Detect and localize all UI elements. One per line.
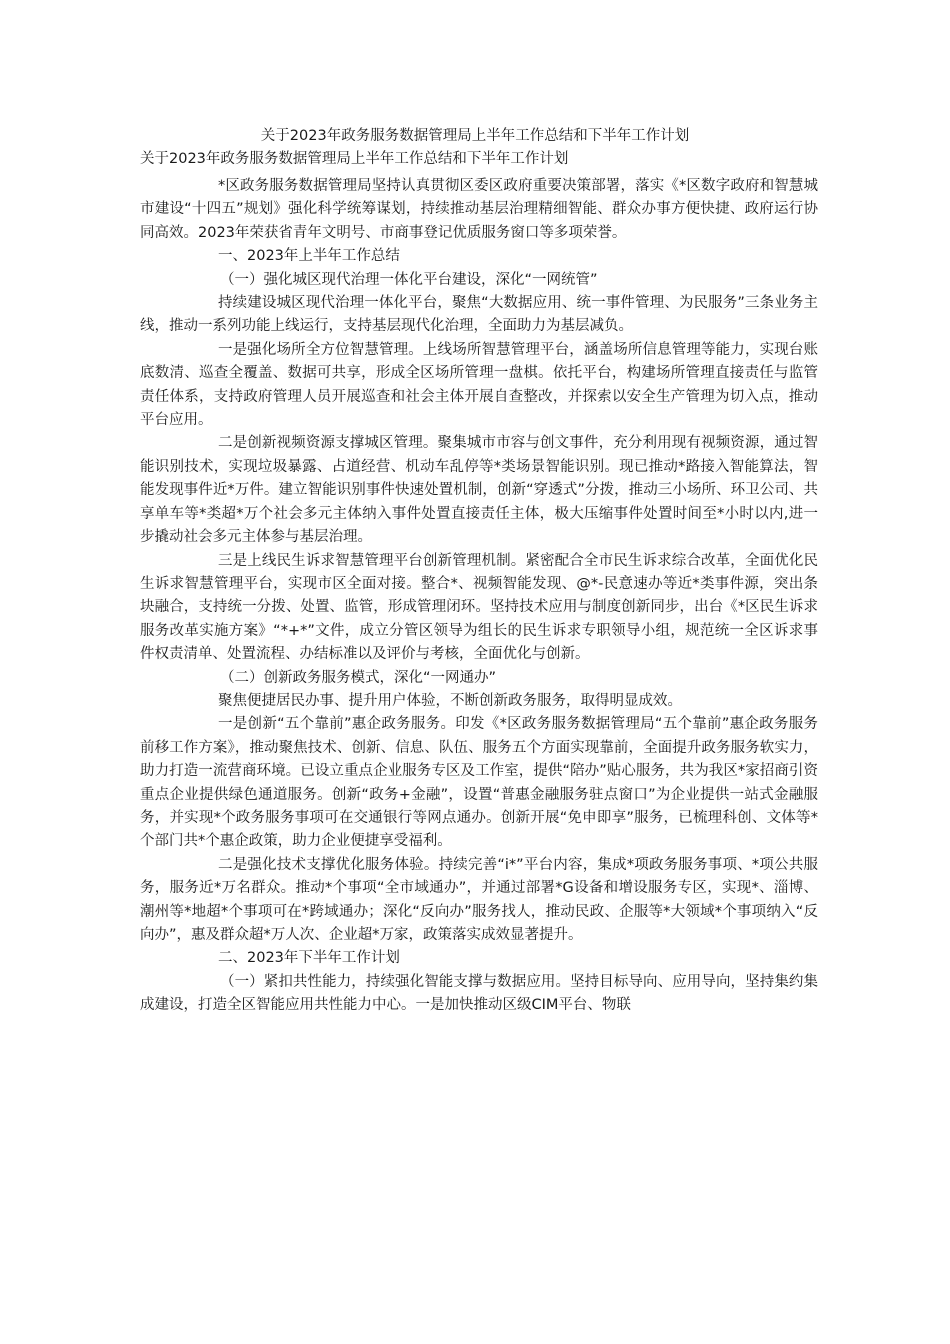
paragraph-intro: *区政务服务数据管理局坚持认真贯彻区委区政府重要决策部署，落实《*区数字政府和智慧城市建设“十四五”规划》强化科学统筹谋划，持续推动基层治理精细智能、群众办事方便快捷、政府运行协同高效。2023年荣获省青年文明号、市商事登记优质服务窗口等多项荣誉。 [140, 178, 818, 241]
paragraph: 持续建设城区现代治理一体化平台，聚焦“大数据应用、统一事件管理、为民服务”三条业务主线，推动一系列功能上线运行，支持基层现代化治理，全面助力为基层减负。 [140, 295, 818, 335]
heading-section-2: 二、2023年下半年工作计划 [218, 950, 400, 967]
heading-subsection-1-1: （一）强化城区现代治理一体化平台建设，深化“一网统管” [220, 271, 598, 288]
document-body [140, 175, 818, 1018]
paragraph: 一是强化场所全方位智慧管理。上线场所智慧管理平台，涵盖场所信息管理等能力，实现台账底数清、巡查全覆盖、数据可共享，形成全区场所管理一盘棋。依托平台，构建场所管理直接责任与监管责任体系，支持政府管理人员开展巡查和社会主体开展自查整改，并探索以安全生产管理为切入点，推动平台应用。 [140, 341, 818, 429]
paragraph: （一）紧扣共性能力，持续强化智能支撑与数据应用。坚持目标导向、应用导向，坚持集约集成建设，打造全区智能应用共性能力中心。一是加快推动区级CIM平台、物联 [140, 973, 818, 1014]
heading-section-1: 一、2023年上半年工作总结 [218, 248, 400, 265]
paragraph: 一是创新“五个靠前”惠企政务服务。印发《*区政务服务数据管理局“五个靠前”惠企政务服务前移工作方案》，推动聚焦技术、创新、信息、队伍、服务五个方面实现靠前，全面提升政务服务软实力，助力打造一流营商环境。已设立重点企业服务专区及工作室，提供“陪办”贴心服务，共为我区*家招商引资重点企业提供绿色通道服务。创新“政务+金融”，设置“普惠金融服务驻点窗口”为企业提供一站式金融服务，并实现*个政务服务事项可在交通银行等网点通办。创新开展“免申即享”服务，已梳理科创、文体等*个部门共*个惠企政策，助力企业便捷享受福利。 [140, 716, 818, 850]
document-title-centered: 关于2023年政务服务数据管理局上半年工作总结和下半年工作计划 [260, 128, 690, 144]
document-title-left: 关于2023年政务服务数据管理局上半年工作总结和下半年工作计划 [140, 151, 569, 167]
heading-subsection-1-2: （二）创新政务服务模式，深化“一网通办” [220, 669, 497, 686]
paragraph: 聚焦便捷居民办事、提升用户体验，不断创新政务服务，取得明显成效。 [218, 692, 682, 709]
paragraph: 二是创新视频资源支撑城区管理。聚集城市市容与创文事件，充分利用现有视频资源，通过智能识别技术，实现垃圾暴露、占道经营、机动车乱停等*类场景智能识别。现已推动*路接入智能算法，智能发现事件近*万件。建立智能识别事件快速处置机制，创新“穿透式”分拨，推动三小场所、环卫公司、共享单车等*类超*万个社会多元主体纳入事件处置直接责任主体，极大压缩事件处置时间至*小时以内,进一步撬动社会多元主体参与基层治理。 [140, 435, 818, 546]
paragraph: 三是上线民生诉求智慧管理平台创新管理机制。紧密配合全市民生诉求综合改革，全面优化民生诉求智慧管理平台，实现市区全面对接。整合*、视频智能发现、@*-民意速办等近*类事件源，突出条块融合，支持统一分拨、处置、监管，形成管理闭环。坚持技术应用与制度创新同步，出台《*区民生诉求服务改革实施方案》“*+*”文件，成立分管区领导为组长的民生诉求专职领导小组，规范统一全区诉求事件权责清单、处置流程、办结标准以及评价与考核，全面优化与创新。 [140, 552, 818, 663]
paragraph: 二是强化技术支撑优化服务体验。持续完善“i*”平台内容，集成*项政务服务事项、*项公共服务，服务近*万名群众。推动*个事项“全市域通办”，并通过部署*G设备和增设服务专区，实现*、淄博、潮州等*地超*个事项可在*跨域通办；深化“反向办”服务找人，推动民政、企服等*大领域*个事项纳入“反向办”，惠及群众超*万人次、企业超*万家，政策落实成效显著提升。 [140, 856, 818, 943]
